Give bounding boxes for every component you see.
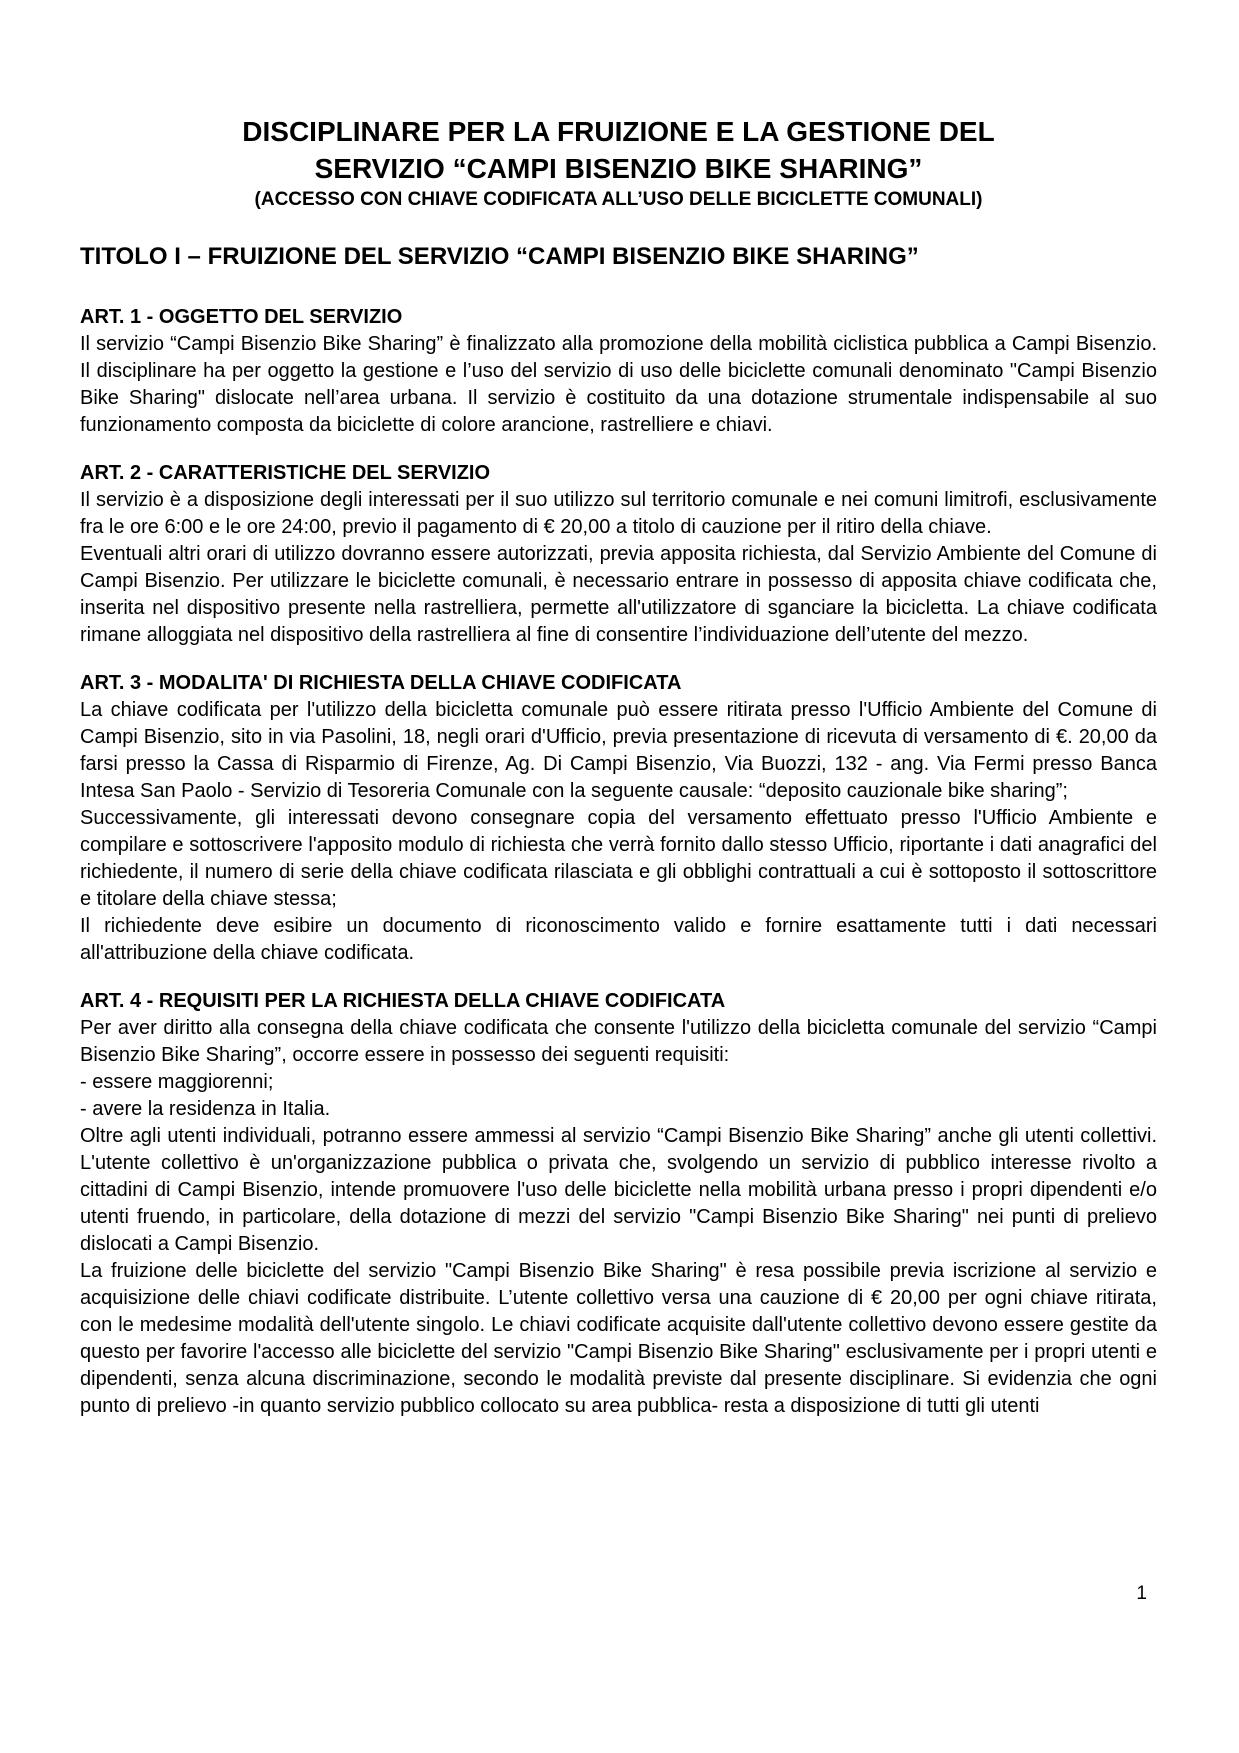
- article-4-paragraph-2: Oltre agli utenti individuali, potranno essere ammessi al servizio “Campi Bisenzio Bike Sharing” anche gli utenti collettivi. L'utente collettivo è un'organizzazione pubblica o privata che, svolgendo un servizio di pubblico interesse rivolto a cittadini di Campi Bisenzio, intende promuovere l'uso delle biciclette nella mobilità urbana presso i propri dipendenti e/o utenti fruendo, in particolare, della dotazione di mezzi del servizio "Campi Bisenzio Bike Sharing" nei punti di prelievo dislocati a Campi Bisenzio.: [80, 1125, 1157, 1255]
- article-2-heading: ART. 2 - CARATTERISTICHE DEL SERVIZIO: [80, 462, 491, 484]
- document-title: [80, 113, 1157, 187]
- article-3: [80, 669, 1157, 967]
- article-2-paragraph-1: Il servizio è a disposizione degli interessati per il suo utilizzo sul territorio comunale e nei comuni limitrofi, esclusivamente fra le ore 6:00 e le ore 24:00, previo il pagamento di € 20,00 a titolo di cauzione per il ritiro della chiave.: [80, 489, 1157, 538]
- article-4-paragraph-1: Per aver diritto alla consegna della chiave codificata che consente l'utilizzo della bicicletta comunale del servizio “Campi Bisenzio Bike Sharing”, occorre essere in possesso dei seguenti requisiti:: [80, 1017, 1157, 1066]
- document-title-line2: SERVIZIO “CAMPI BISENZIO BIKE SHARING”: [314, 153, 923, 184]
- article-1-heading: ART. 1 - OGGETTO DEL SERVIZIO: [80, 306, 403, 328]
- article-3-paragraph-2: Successivamente, gli interessati devono consegnare copia del versamento effettuato presso l'Ufficio Ambiente e compilare e sottoscrivere l'apposito modulo di richiesta che verrà fornito dallo stesso Ufficio, riportante i dati anagrafici del richiedente, il numero di serie della chiave codificata rilasciata e gli obblighi contrattuali a cui è sottoposto il sottoscrittore e titolare della chiave stessa;: [80, 807, 1157, 910]
- article-1: [80, 303, 1157, 439]
- article-4: [80, 987, 1157, 1420]
- article-3-heading: ART. 3 - MODALITA' DI RICHIESTA DELLA CHIAVE CODIFICATA: [80, 672, 682, 694]
- document-subtitle: (ACCESSO CON CHIAVE CODIFICATA ALL’USO DELLE BICICLETTE COMUNALI): [254, 189, 983, 210]
- article-4-list-item-2: - avere la residenza in Italia.: [80, 1098, 331, 1120]
- page-number: 1: [1136, 1583, 1147, 1604]
- article-4-heading: ART. 4 - REQUISITI PER LA RICHIESTA DELLA CHIAVE CODIFICATA: [80, 990, 726, 1012]
- article-4-paragraph-3: La fruizione delle biciclette del servizio "Campi Bisenzio Bike Sharing" è resa possibile previa iscrizione al servizio e acquisizione delle chiavi codificate distribuite. L’utente collettivo versa una cauzione di € 20,00 per ogni chiave ritirata, con le medesime modalità dell'utente singolo. Le chiavi codificate acquisite dall'utente collettivo devono essere gestite da questo per favorire l'accesso alle biciclette del servizio "Campi Bisenzio Bike Sharing" esclusivamente per i propri utenti e dipendenti, senza alcuna discriminazione, secondo le modalità previste dal presente disciplinare. Si evidenzia che ogni punto di prelievo -in quanto servizio pubblico collocato su area pubblica- resta a disposizione di tutti gli utenti: [80, 1260, 1157, 1417]
- article-2-body: [80, 487, 1157, 649]
- article-3-paragraph-1: La chiave codificata per l'utilizzo della bicicletta comunale può essere ritirata presso l'Ufficio Ambiente del Comune di Campi Bisenzio, sito in via Pasolini, 18, negli orari d'Ufficio, previa presentazione di ricevuta di versamento di €. 20,00 da farsi presso la Cassa di Risparmio di Firenze, Ag. Di Campi Bisenzio, Via Buozzi, 132 - ang. Via Fermi presso Banca Intesa San Paolo - Servizio di Tesoreria Comunale con la seguente causale: “deposito cauzionale bike sharing”;: [80, 699, 1157, 802]
- article-2-paragraph-2: Eventuali altri orari di utilizzo dovranno essere autorizzati, previa apposita richiesta, dal Servizio Ambiente del Comune di Campi Bisenzio. Per utilizzare le biciclette comunali, è necessario entrare in possesso di apposita chiave codificata che, inserita nel dispositivo presente nella rastrelliera, permette all'utilizzatore di sganciare la bicicletta. La chiave codificata rimane alloggiata nel dispositivo della rastrelliera al fine di consentire l’individuazione dell’utente del mezzo.: [80, 543, 1157, 646]
- article-3-body: [80, 697, 1157, 967]
- article-2: [80, 459, 1157, 649]
- article-1-body: [80, 331, 1157, 439]
- section-title-titolo-1: TITOLO I – FRUIZIONE DEL SERVIZIO “CAMPI BISENZIO BIKE SHARING”: [80, 243, 919, 270]
- document-title-line1: DISCIPLINARE PER LA FRUIZIONE E LA GESTIONE DEL: [242, 116, 995, 147]
- article-3-paragraph-3: Il richiedente deve esibire un documento di riconoscimento valido e fornire esattamente tutti i dati necessari all'attribuzione della chiave codificata.: [80, 915, 1157, 964]
- article-4-list-item-1: - essere maggiorenni;: [80, 1071, 274, 1093]
- article-4-body: [80, 1015, 1157, 1420]
- article-1-paragraph-1: Il servizio “Campi Bisenzio Bike Sharing” è finalizzato alla promozione della mobilità ciclistica pubblica a Campi Bisenzio. Il disciplinare ha per oggetto la gestione e l’uso del servizio di uso delle biciclette comunali denominato "Campi Bisenzio Bike Sharing" dislocate nell’area urbana. Il servizio è costituito da una dotazione strumentale indispensabile al suo funzionamento composta da biciclette di colore arancione, rastrelliere e chiavi.: [80, 333, 1157, 436]
